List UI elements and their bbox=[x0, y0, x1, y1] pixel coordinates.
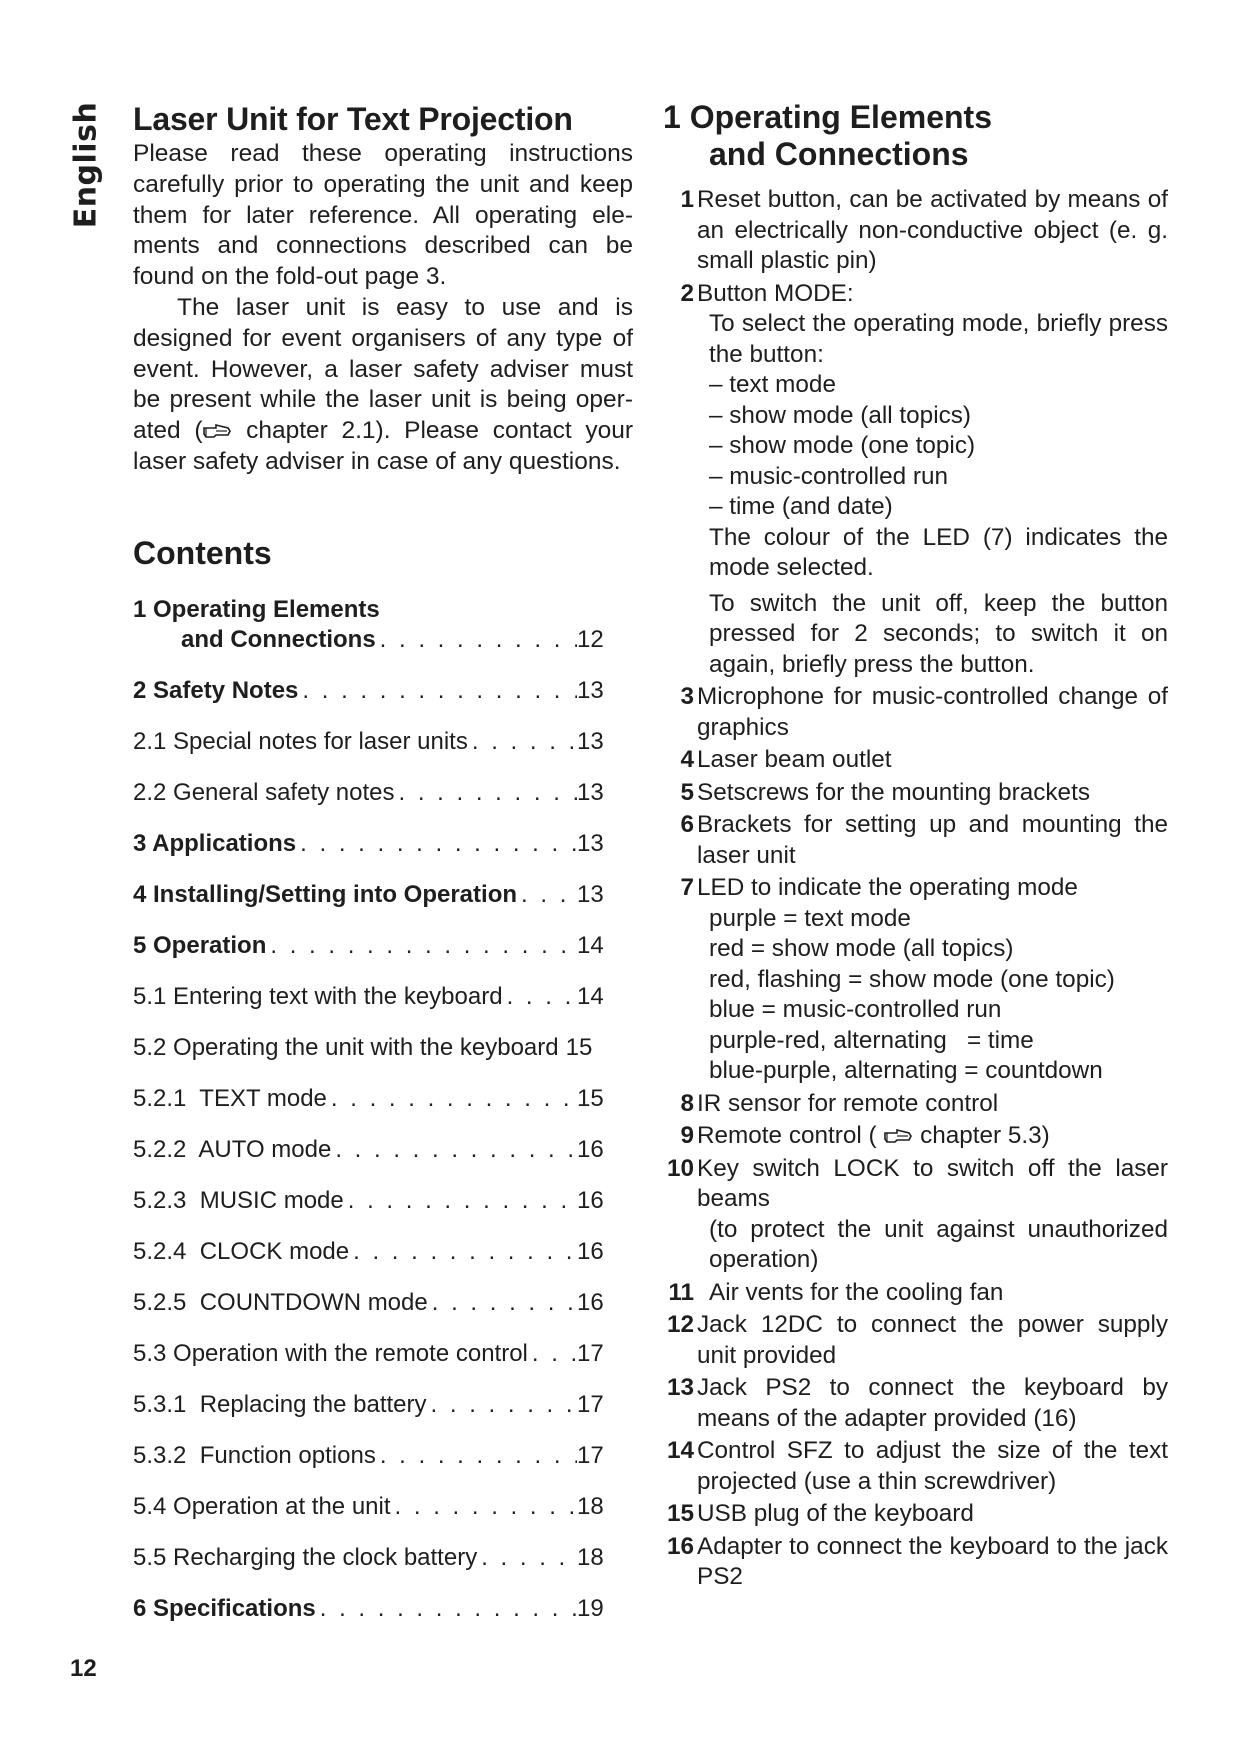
operating-elements-list bbox=[663, 185, 1168, 1593]
pointing-hand-icon bbox=[202, 422, 232, 440]
list-item: 4 Laser beam outlet bbox=[680, 746, 892, 773]
contents-heading: Contents bbox=[133, 534, 272, 571]
pointing-hand-icon bbox=[883, 1127, 913, 1145]
toc-entry: 5.3.2 Function options . . . 17 bbox=[133, 1441, 635, 1471]
intro-text bbox=[133, 139, 633, 478]
list-item: 16 Adapter to connect the keyboard to the jack PS2 bbox=[666, 1532, 1168, 1590]
list-item: 7 LED to indicate the operating mode purple = text mode red = show mode (all topics) red, flashing = show mode (one topic) blue = music-controlled run purple-red, alternating = time blue-purple, alternating = countdown bbox=[680, 874, 1115, 1084]
toc-entry: 5.2.5 COUNTDOWN mode . . . 16 bbox=[133, 1288, 635, 1318]
list-item: 8 IR sensor for remote control bbox=[680, 1089, 999, 1117]
toc-entry: 5 Operation . . . 14 bbox=[133, 931, 635, 961]
list-item: 3 Microphone for music-controlled change of graphics bbox=[680, 683, 1168, 741]
toc-entry: and Connections . . . 12 bbox=[133, 625, 635, 655]
toc-entry: 5.2.4 CLOCK mode . . . 16 bbox=[133, 1237, 635, 1267]
intro-paragraph-1: Please read these operating instructions carefully prior to operating the unit and keep them for later reference. All operating elements and connections described can be found on the fold-out page 3. bbox=[133, 140, 633, 291]
toc-entry: 5.3.1 Replacing the battery . . . 17 bbox=[133, 1390, 635, 1420]
section-heading: 1 Operating Elements and Connections bbox=[663, 99, 992, 172]
toc-entry: 5.2.3 MUSIC mode . . . 16 bbox=[133, 1186, 635, 1216]
list-item: 5 Setscrews for the mounting brackets bbox=[680, 778, 1090, 806]
list-item: 10 Key switch LOCK to switch off the laser beams (to protect the unit against unauthorized operation) bbox=[666, 1154, 1168, 1273]
toc-entry: 5.2.1 TEXT mode . . . 15 bbox=[133, 1084, 635, 1114]
list-item: 14 Control SFZ to adjust the size of the text projected (use a thin screwdriver) bbox=[666, 1437, 1168, 1495]
page-number: 12 bbox=[70, 1655, 97, 1682]
toc-entry: 5.5 Recharging the clock battery . . . 18 bbox=[133, 1543, 635, 1573]
document-title: Laser Unit for Text Projection bbox=[133, 101, 573, 137]
list-item: 13 Jack PS2 to connect the keyboard by means of the adapter provided (16) bbox=[666, 1374, 1168, 1432]
toc-entry: 5.1 Entering text with the keyboard . . . 14 bbox=[133, 982, 635, 1012]
toc-entry: 6 Specifications . . . 19 bbox=[133, 1594, 635, 1624]
toc-entry: 5.3 Operation with the remote control . . . 17 bbox=[133, 1339, 635, 1369]
list-item: 6 Brackets for setting up and mounting the laser unit bbox=[680, 811, 1168, 869]
toc-entry: 5.4 Operation at the unit . . . 18 bbox=[133, 1492, 635, 1522]
toc-entry: 2.2 General safety notes . . . 13 bbox=[133, 778, 635, 808]
right-column bbox=[663, 99, 1168, 1595]
toc-entry: 5.2 Operating the unit with the keyboard 15 bbox=[133, 1033, 593, 1061]
toc-entry: 5.2.2 AUTO mode . . . 16 bbox=[133, 1135, 635, 1165]
list-item: 9 Remote control ( chapter 5.3) bbox=[680, 1122, 1050, 1149]
list-item: 15 USB plug of the keyboard bbox=[666, 1500, 974, 1527]
language-label: English bbox=[68, 101, 104, 229]
toc-entry: 2.1 Special notes for laser units . . . 13 bbox=[133, 727, 635, 757]
intro-paragraph-2: The laser unit is easy to use and is designed for event organisers of any type of event. However, a laser safety adviser must be present while the laser unit is being operated ( chapter 2.1). Please contact your laser safety adviser in case of any questions. bbox=[133, 293, 633, 475]
list-item: 1 Reset button, can be activated by means of an electrically non-conductive object (e. g. small plastic pin) bbox=[680, 186, 1168, 274]
left-column bbox=[133, 99, 633, 1645]
table-of-contents bbox=[133, 595, 633, 1624]
list-item: 11 Air vents for the cooling fan bbox=[668, 1278, 1004, 1306]
list-item: 2 Button MODE: To select the operating mode, briefly press the button: – text mode – show mode (all topics) – show mode (one topic) – music-controlled run – time (and date) The colour of the LED (7) indicates the mode selected. To switch the unit off, keep the button pressed for 2 seconds; to switch it on again, briefly press the button. bbox=[680, 279, 1168, 678]
toc-entry: 2 Safety Notes . . . 13 bbox=[133, 676, 635, 706]
toc-entry: 3 Applications . . . 13 bbox=[133, 829, 635, 859]
list-item: 12 Jack 12DC to connect the power supply unit provided bbox=[666, 1311, 1168, 1369]
toc-entry: 1 Operating Elements bbox=[133, 595, 380, 623]
toc-entry: 4 Installing/Setting into Operation . . . 13 bbox=[133, 880, 635, 910]
